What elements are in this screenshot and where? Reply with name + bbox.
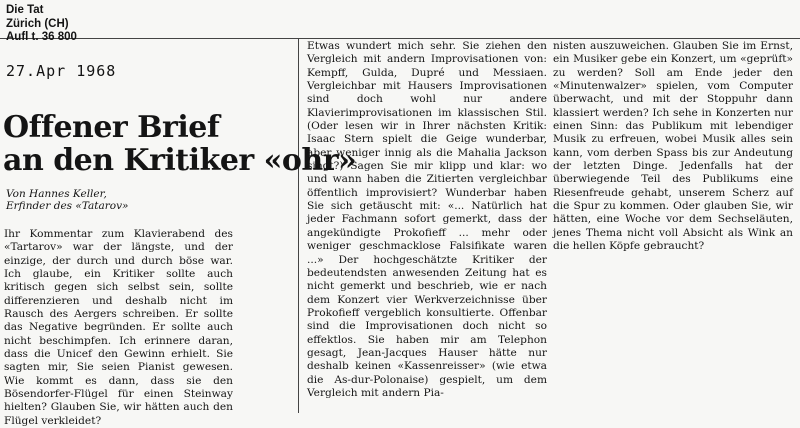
byline [6,188,128,212]
article-column-2 [307,40,547,400]
clipping-stamp [6,4,77,45]
circulation: Aufl t. 36 800 [6,31,77,43]
publication-location: Zürich (CH) [6,17,69,30]
byline-role: Erfinder des «Tatarov» [6,200,129,212]
column-1-text: Ihr Kommentar zum Klavierabend des «Tartarov» war der längste, und der einzige, der durch und durch böse war. Ich glaube, ein Kritiker sollte auch kritisch gegen sich selbst sein, sollte differenzieren und deshalb nicht im Rausch des Aergers schreiben. Er sollte das Negative begründen. Er sollte auch nicht beschimpfen. Ich erinnere daran, dass die Unicef den Gewinn erhielt. Sie sagten mir, Sie seien Pianist gewesen. Wie kommt es dann, dass sie den Bösendorfer-Flügel für einen Steinway hielten? Glauben Sie, wir hätten auch den Flügel verkleidet? [4,228,233,427]
title-line-1: Offener Brief [3,110,220,145]
title-line-2: an den Kritiker «ohr» [3,143,357,178]
byline-author: Von Hannes Keller, [6,188,107,200]
article-column-1 [4,228,233,428]
article-column-3 [553,40,793,254]
top-rule [0,38,800,39]
column-2-text: Etwas wundert mich sehr. Sie ziehen den Vergleich mit andern Improvisationen von: Kempff, Gulda, Dupré und Messiaen. Vergleichbar mit Hausers Improvisationen sind doch wohl nur andere Klavierimprovisationen im klassischen Stil. (Oder lesen wir in Ihrer nächsten Kritik: Isaac Stern spielt die Geige wunderbar, aber weniger innig als die Mahalia Jackson singt?) Sagen Sie mir klipp und klar: wo und wann haben die Zitierten vergleichbar öffentlich improvisiert? Wunderbar haben Sie sich getäuscht mit: «... Natürlich hat jeder Fachmann sofort gemerkt, dass der angekündigte Prokofieff ... mehr oder weniger geschmacklose Falsifikate waren ...» Der hochgeschätzte Kritiker der bedeutendsten anwesenden Zeitung hat es nicht gemerkt und beschrieb, wie er nach dem Konzert vier Werkverzeichnisse über Prokofieff vergeblich konsultierte. Offenbar sind die Improvisationen doch nicht so effektlos. Sie haben mir am Telephon gesagt, Jean-Jacques Hauser hätte nur deshalb keinen «Kassenreisser» (wie etwa die As-dur-Polonaise) gespielt, um dem Vergleich mit andern Pia- [307,40,547,399]
publication-name: Die Tat [6,4,44,16]
article-title [3,111,356,177]
column-divider [298,38,299,413]
column-3-text: nisten auszuweichen. Glauben Sie im Ernst, ein Musiker gebe ein Konzert, um «geprüft» zu werden? Soll am Ende jeder den «Minutenwalzer» spielen, vom Computer überwacht, und mit der Stoppuhr dann klassiert werden? Ich sehe in Konzerten nur einen Sinn: das Publikum mit lebendiger Musik zu erfreuen, wobei Musik alles sein kann, vom derben Spass bis zur Andeutung der letzten Dinge. Jedenfalls hat der überwiegende Teil des Publikums eine Riesenfreude gehabt, unserem Scherz auf die Spur zu kommen. Oder glauben Sie, wir hätten, eine Woche vor dem Sechseläuten, jenes Thema nicht voll Absicht als Wink an die hellen Köpfe gebraucht? [553,40,793,253]
date-stamp: 27.Apr 1968 [6,62,117,80]
